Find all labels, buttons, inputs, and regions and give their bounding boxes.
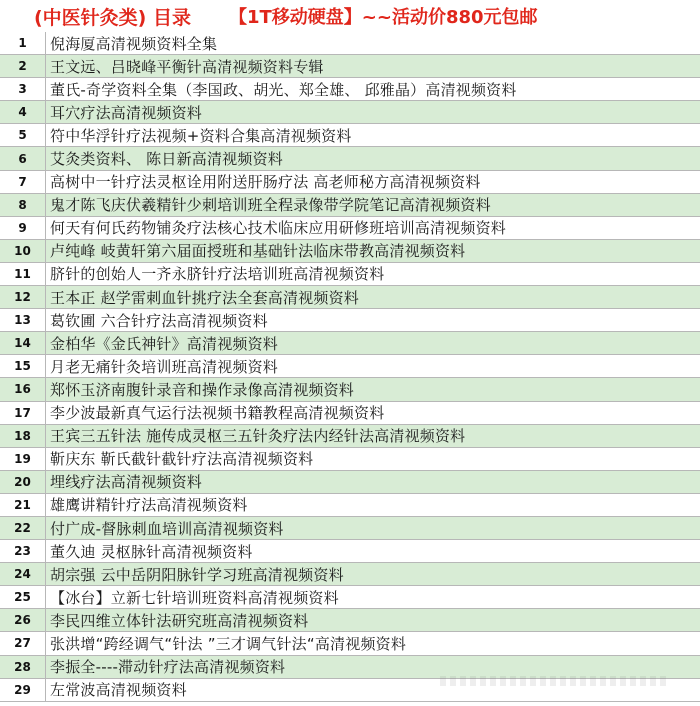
item-text: 埋线疗法高清视频资料 [50, 473, 203, 492]
item-number: 29 [0, 679, 46, 701]
list-item [0, 448, 700, 471]
item-text: 高树中一针疗法灵枢诠用附送肝肠疗法 高老师秘方高清视频资料 [50, 173, 481, 192]
list-item [0, 586, 700, 609]
item-number: 3 [0, 78, 46, 100]
list-item [0, 240, 700, 263]
item-text: 【冰台】立新七针培训班资料高清视频资料 [50, 588, 339, 607]
item-number: 14 [0, 332, 46, 354]
promo-title: 【1T移动硬盘】~~活动价880元包邮 [228, 7, 538, 28]
item-number: 16 [0, 378, 46, 400]
item-text: 董久迪 灵枢脉针高清视频资料 [50, 542, 253, 561]
item-number: 12 [0, 286, 46, 308]
list-item [0, 263, 700, 286]
item-number: 11 [0, 263, 46, 285]
title-bar [0, 0, 700, 33]
list-item [0, 563, 700, 586]
item-number: 2 [0, 55, 46, 77]
item-text: 王宾三五针法 施传成灵枢三五针灸疗法内经针法高清视频资料 [50, 427, 466, 446]
list-item [0, 517, 700, 540]
item-number: 9 [0, 217, 46, 239]
item-number: 1 [0, 32, 46, 54]
item-number: 17 [0, 402, 46, 424]
list-item [0, 171, 700, 194]
item-text: 付广成-督脉刺血培训高清视频资料 [50, 519, 284, 538]
list-item [0, 378, 700, 401]
item-number: 15 [0, 355, 46, 377]
item-number: 19 [0, 448, 46, 470]
list-item [0, 55, 700, 78]
item-text: 李少波最新真气运行法视频书籍教程高清视频资料 [50, 404, 385, 423]
list-item [0, 471, 700, 494]
item-number: 13 [0, 309, 46, 331]
list-item [0, 355, 700, 378]
item-text: 左常波高清视频资料 [50, 681, 187, 700]
item-number: 20 [0, 471, 46, 493]
item-text: 倪海厦高清视频资料全集 [50, 34, 218, 53]
item-text: 李民四维立体针法研究班高清视频资料 [50, 611, 309, 630]
item-text: 耳穴疗法高清视频资料 [50, 103, 203, 122]
item-number: 23 [0, 540, 46, 562]
catalog-list [0, 32, 700, 702]
item-text: 靳庆东 靳氏截针截针疗法高清视频资料 [50, 450, 314, 469]
item-number: 10 [0, 240, 46, 262]
item-text: 脐针的创始人一齐永脐针疗法培训班高清视频资料 [50, 265, 385, 284]
item-number: 6 [0, 147, 46, 169]
list-item [0, 124, 700, 147]
list-item [0, 402, 700, 425]
item-text: 雄鹰讲精针疗法高清视频资料 [50, 496, 248, 515]
item-text: 张洪增“跨经调气“针法 ”三才调气针法“高清视频资料 [50, 634, 407, 653]
list-item [0, 194, 700, 217]
item-text: 金柏华《金氏神针》高清视频资料 [50, 334, 279, 353]
item-text: 卢纯峰 岐黄轩第六届面授班和基础针法临床带教高清视频资料 [50, 242, 466, 261]
catalog-title: (中医针灸类) 目录 [34, 6, 191, 29]
item-text: 鬼才陈飞庆伏羲精针少刺培训班全程录像带学院笔记高清视频资料 [50, 196, 491, 215]
list-item [0, 78, 700, 101]
item-number: 18 [0, 425, 46, 447]
list-item [0, 332, 700, 355]
list-item [0, 286, 700, 309]
item-number: 28 [0, 656, 46, 678]
list-item [0, 609, 700, 632]
item-number: 24 [0, 563, 46, 585]
item-number: 25 [0, 586, 46, 608]
item-text: 符中华浮针疗法视频+资料合集高清视频资料 [50, 126, 352, 145]
item-text: 月老无痛针灸培训班高清视频资料 [50, 357, 279, 376]
item-number: 8 [0, 194, 46, 216]
item-text: 何天有何氏药物铺灸疗法核心技术临床应用研修班培训高清视频资料 [50, 219, 507, 238]
item-text: 郑怀玉济南腹针录音和操作录像高清视频资料 [50, 380, 355, 399]
list-item [0, 101, 700, 124]
item-text: 董氏-奇学资料全集（李国政、胡光、郑全雄、 邱雅晶）高清视频资料 [50, 80, 517, 99]
item-text: 艾灸类资料、 陈日新高清视频资料 [50, 150, 283, 169]
item-text: 李振全----滞动针疗法高清视频资料 [50, 658, 286, 677]
item-number: 4 [0, 101, 46, 123]
list-item [0, 217, 700, 240]
list-item [0, 540, 700, 563]
item-number: 22 [0, 517, 46, 539]
item-text: 王文远、吕晓峰平衡针高清视频资料专辑 [50, 57, 324, 76]
watermark [440, 676, 670, 686]
item-text: 王本正 赵学雷刺血针挑疗法全套高清视频资料 [50, 288, 359, 307]
item-number: 26 [0, 609, 46, 631]
list-item [0, 309, 700, 332]
item-text: 胡宗强 云中岳阴阳脉针学习班高清视频资料 [50, 565, 344, 584]
list-item [0, 494, 700, 517]
item-text: 葛钦圃 六合针疗法高清视频资料 [50, 311, 268, 330]
item-number: 21 [0, 494, 46, 516]
list-item [0, 632, 700, 655]
list-item [0, 425, 700, 448]
item-number: 7 [0, 171, 46, 193]
item-number: 27 [0, 632, 46, 654]
item-number: 5 [0, 124, 46, 146]
list-item [0, 32, 700, 55]
list-item [0, 147, 700, 170]
